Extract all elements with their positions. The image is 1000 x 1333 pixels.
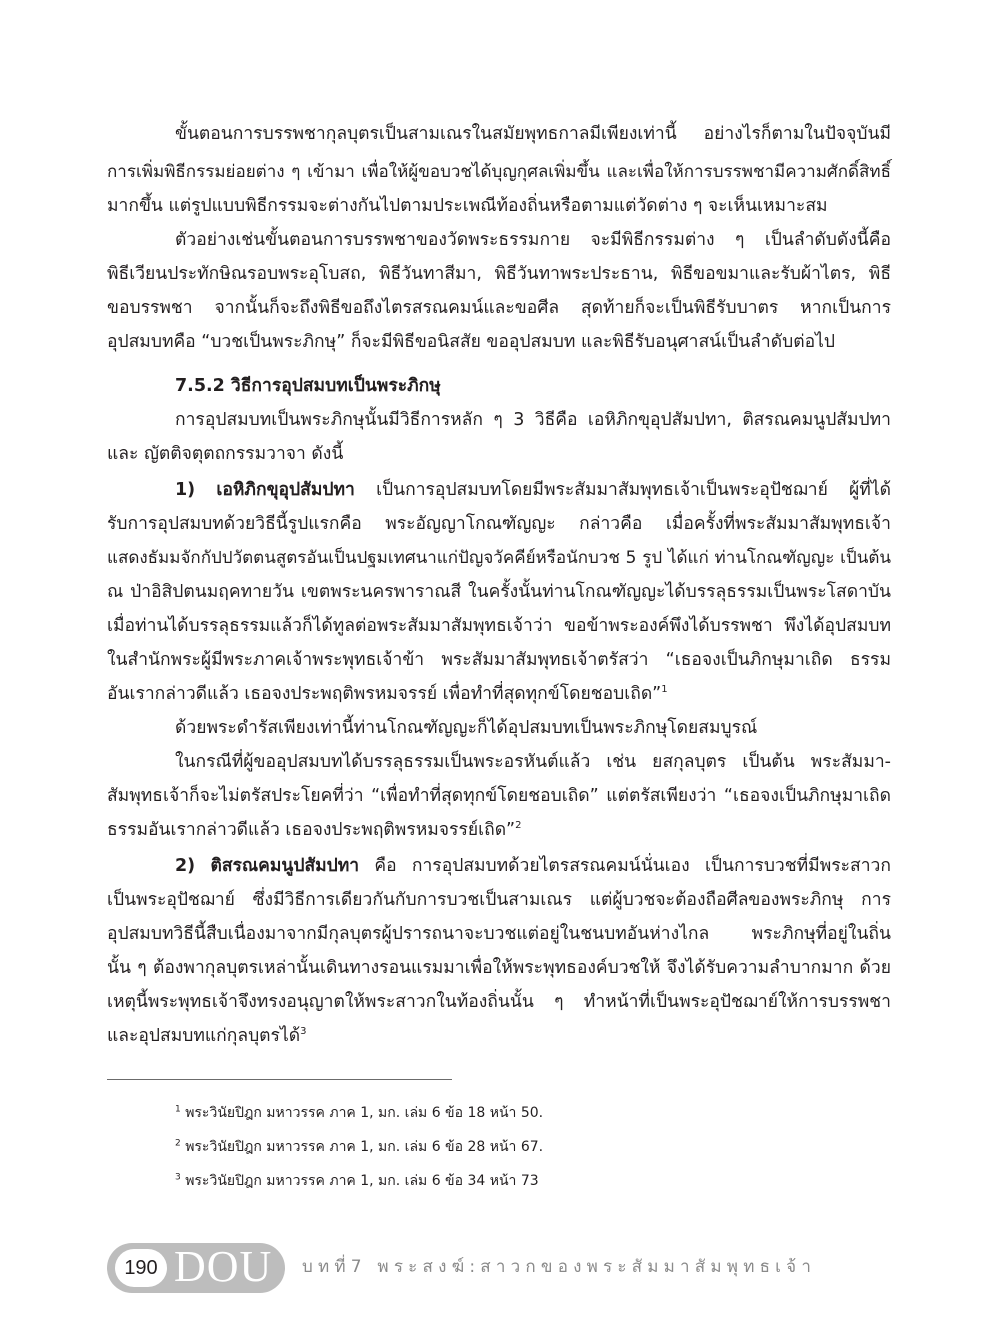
item-1-number: 1) xyxy=(175,480,196,500)
item-1-line-2: รับการอุปสมบทด้วยวิธีนี้รูปแรกคือ พระอัญญาโกณฑัญญะ กล่าวคือ เมื่อครั้งที่พระสัมมาสัมพุทธเจ้า xyxy=(107,514,891,534)
item-1-line-5: เมื่อท่านได้บรรลุธรรมแล้วก็ได้ทูลต่อพระสัมมาสัมพุทธเจ้าว่า ขอข้าพระองค์พึงได้บรรพชา พึงได้อุปสมบท xyxy=(107,616,891,636)
item-2-line-1-text: คือ การอุปสมบทด้วยไตรสรณคมน์นั่นเอง เป็นการบวชที่มีพระสาวก xyxy=(374,856,891,876)
paragraph-4: ด้วยพระดำรัสเพียงเท่านี้ท่านโกณฑัญญะก็ได้อุปสมบทเป็นพระภิกษุโดยสมบูรณ์ xyxy=(175,718,758,738)
paragraph-2-line-2: พิธีเวียนประทักษิณรอบพระอุโบสถ, พิธีวันทาสีมา, พิธีวันทาพระประธาน, พิธีขอขมาและรับผ้าไตร, พิธี xyxy=(107,264,891,284)
footnote-3 xyxy=(175,1171,539,1191)
footnote-2-text: พระวินัยปิฎก มหาวรรค ภาค 1, มก. เล่ม 6 ข้อ 28 หน้า 67. xyxy=(185,1139,544,1155)
paragraph-1-line-2: การเพิ่มพิธีกรรมย่อยต่าง ๆ เข้ามา เพื่อให้ผู้ขอบวชได้บุญกุศลเพิ่มขึ้น และเพื่อให้การบรรพชามีความศักดิ์สิทธิ์ xyxy=(107,162,891,182)
item-1-line-1-text: เป็นการอุปสมบทโดยมีพระสัมมาสัมพุทธเจ้าเป็นพระอุปัชฌาย์ ผู้ที่ได้ xyxy=(376,480,891,500)
footnote-ref-3[interactable]: 3 xyxy=(300,1026,307,1038)
section-heading: 7.5.2 วิธีการอุปสมบทเป็นพระภิกษุ xyxy=(175,376,441,396)
paragraph-2-line-3: ขอบรรพชา จากนั้นก็จะถึงพิธีขอถึงไตรสรณคมน์และขอศีล สุดท้ายก็จะเป็นพิธีรับบาตร หากเป็นการ xyxy=(107,298,891,318)
footnote-3-text: พระวินัยปิฎก มหาวรรค ภาค 1, มก. เล่ม 6 ข้อ 34 หน้า 73 xyxy=(185,1173,539,1189)
item-2-line-1 xyxy=(175,854,891,878)
footnote-2 xyxy=(175,1137,543,1157)
paragraph-5-line-3-text: ธรรมอันเรากล่าวดีแล้ว เธอจงประพฤติพรหมจรรย์เถิด” xyxy=(107,820,516,840)
chapter-title: บทที่7 พระสงฆ์:สาวกของพระสัมมาสัมพุทธเจ้า xyxy=(302,1257,817,1277)
paragraph-2-line-1: ตัวอย่างเช่นขั้นตอนการบรรพชาของวัดพระธรรมกาย จะมีพิธีกรรมต่าง ๆ เป็นลำดับดังนี้คือ xyxy=(175,230,891,250)
item-1-line-3: แสดงธัมมจักกัปปวัตตนสูตรอันเป็นปฐมเทศนาแก่ปัญจวัคคีย์หรือนักบวช 5 รูป ได้แก่ ท่านโกณฑัญญะ เป็นต้น xyxy=(107,548,891,568)
item-1-line-7-text: อันเรากล่าวดีแล้ว เธอจงประพฤติพรหมจรรย์ เพื่อทำที่สุดทุกข์โดยชอบเถิด” xyxy=(107,684,662,704)
item-2-term: ติสรณคมนูปสัมปทา xyxy=(210,856,360,876)
footnote-3-number: 3 xyxy=(175,1172,181,1183)
paragraph-1-line-1: ขั้นตอนการบรรพชากุลบุตรเป็นสามเณรในสมัยพุทธกาลมีเพียงเท่านี้ อย่างไรก็ตามในปัจจุบันมี xyxy=(175,124,891,144)
paragraph-3-line-1: การอุปสมบทเป็นพระภิกษุนั้นมีวิธีการหลัก ๆ 3 วิธีคือ เอหิภิกขุอุปสัมปทา, ติสรณคมนูปสัมปทา xyxy=(175,410,891,430)
item-1-term: เอหิภิกขุอุปสัมปทา xyxy=(216,480,355,500)
page-number: 190 xyxy=(115,1249,167,1287)
paragraph-5-line-1: ในกรณีที่ผู้ขออุปสมบทได้บรรลุธรรมเป็นพระอรหันต์แล้ว เช่น ยสกุลบุตร เป็นต้น พระสัมมา- xyxy=(175,752,891,772)
item-2-line-2: เป็นพระอุปัชฌาย์ ซึ่งมีวิธีการเดียวกันกับการบวชเป็นสามเณร แต่ผู้บวชจะต้องถือศีลของพระภิกษุ การ xyxy=(107,890,891,910)
footnote-1-text: พระวินัยปิฎก มหาวรรค ภาค 1, มก. เล่ม 6 ข้อ 18 หน้า 50. xyxy=(185,1105,544,1121)
footnote-1-number: 1 xyxy=(175,1104,181,1115)
item-2-line-6-text: และอุปสมบทแก่กุลบุตรได้ xyxy=(107,1026,301,1046)
item-1-line-1 xyxy=(175,478,891,502)
footnote-1 xyxy=(175,1103,543,1123)
paragraph-1-line-3: มากขึ้น แต่รูปแบบพิธีกรรมจะต่างกันไปตามประเพณีท้องถิ่นหรือตามแต่วัดต่าง ๆ จะเห็นเหมาะสม xyxy=(107,196,828,216)
footnote-2-number: 2 xyxy=(175,1138,181,1149)
item-2-line-5: เหตุนี้พระพุทธเจ้าจึงทรงอนุญาตให้พระสาวกในท้องถิ่นนั้น ๆ ทำหน้าที่เป็นพระอุปัชฌาย์ให้การบรรพชา xyxy=(107,992,891,1012)
item-2-line-3: อุปสมบทวิธีนี้สืบเนื่องมาจากมีกุลบุตรผู้ปรารถนาจะบวชแต่อยู่ในชนบทอันห่างไกล พระภิกษุที่อยู่ในถิ่น xyxy=(107,924,891,944)
paragraph-3-line-2: และ ญัตติจตุตถกรรมวาจา ดังนี้ xyxy=(107,444,344,464)
dou-logo: DOU xyxy=(174,1242,273,1291)
item-2-line-4: นั้น ๆ ต้องพากุลบุตรเหล่านั้นเดินทางรอนแรมมาเพื่อให้พระพุทธองค์บวชให้ จึงได้รับความลำบากมาก ด้วย xyxy=(107,958,891,978)
paragraph-2-line-4: อุปสมบทคือ “บวชเป็นพระภิกษุ” ก็จะมีพิธีขอนิสสัย ขออุปสมบท และพิธีรับอนุศาสน์เป็นลำดับต่อไป xyxy=(107,332,835,352)
item-1-line-7 xyxy=(107,682,668,706)
paragraph-5-line-3 xyxy=(107,818,522,842)
item-1-line-6: ในสำนักพระผู้มีพระภาคเจ้าพระพุทธเจ้าข้า พระสัมมาสัมพุทธเจ้าตรัสว่า “เธอจงเป็นภิกษุมาเถิด ธรรม xyxy=(107,650,891,670)
footnote-ref-1[interactable]: 1 xyxy=(661,684,668,696)
item-2-number: 2) xyxy=(175,856,196,876)
footnote-divider xyxy=(107,1079,452,1080)
item-2-line-6 xyxy=(107,1024,307,1048)
item-1-line-4: ณ ป่าอิสิปตนมฤคทายวัน เขตพระนครพาราณสี ในครั้งนั้นท่านโกณฑัญญะได้บรรลุธรรมเป็นพระโสดาบัน xyxy=(107,582,891,602)
paragraph-5-line-2: สัมพุทธเจ้าก็จะไม่ตรัสประโยคที่ว่า “เพื่อทำที่สุดทุกข์โดยชอบเถิด” แต่ตรัสเพียงว่า “เธอจงเป็นภิกษุมาเถิด xyxy=(107,786,891,806)
footnote-ref-2[interactable]: 2 xyxy=(515,820,522,832)
